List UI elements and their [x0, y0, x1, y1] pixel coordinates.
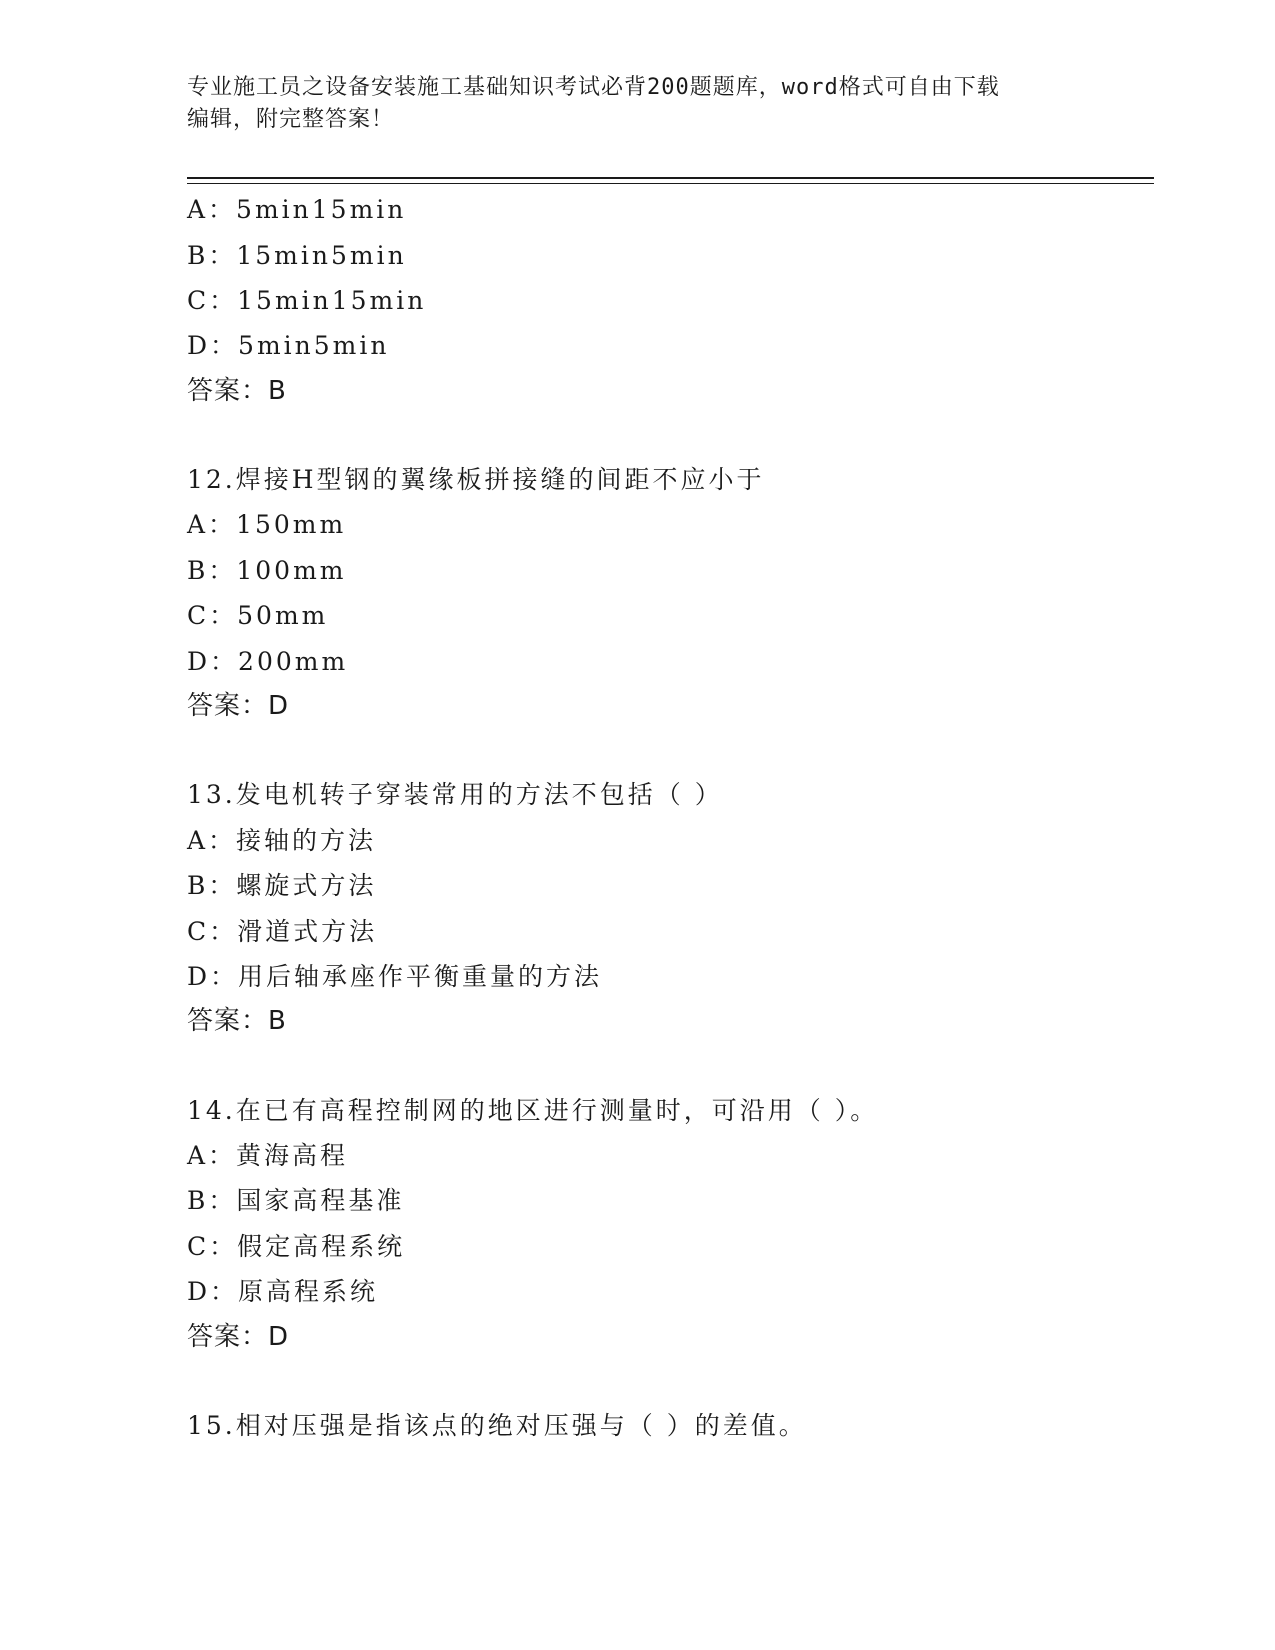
- q14-option-c: C：假定高程系统: [187, 1232, 406, 1261]
- q15-question: 15.相对压强是指该点的绝对压强与（ ）的差值。: [187, 1411, 807, 1440]
- q14-answer: 答案：D: [187, 1322, 290, 1352]
- q12-question: 12.焊接H型钢的翼缘板拼接缝的间距不应小于: [187, 465, 765, 494]
- q11-answer: 答案：B: [187, 376, 287, 406]
- q13-option-a: A：接轴的方法: [187, 826, 377, 855]
- q13-option-b: B：螺旋式方法: [187, 871, 377, 900]
- q11-option-b: B：15min5min: [187, 241, 407, 270]
- document-header: [187, 72, 1067, 136]
- q14-option-b: B：国家高程基准: [187, 1186, 405, 1215]
- q11-option-d: D：5min5min: [187, 331, 390, 360]
- q12-option-d: D：200mm: [187, 647, 349, 676]
- q14-option-d: D：原高程系统: [187, 1277, 379, 1306]
- q11-option-c: C：15min15min: [187, 286, 427, 315]
- q13-answer: 答案：B: [187, 1006, 287, 1036]
- q12-option-a: A：150mm: [187, 510, 347, 539]
- q13-option-d: D：用后轴承座作平衡重量的方法: [187, 962, 603, 991]
- q14-question: 14.在已有高程控制网的地区进行测量时，可沿用（ ）。: [187, 1096, 879, 1125]
- header-divider-thick: [187, 177, 1154, 179]
- q13-option-c: C：滑道式方法: [187, 917, 378, 946]
- q12-option-b: B：100mm: [187, 556, 347, 585]
- q12-option-c: C：50mm: [187, 601, 329, 630]
- q14-option-a: A：黄海高程: [187, 1141, 349, 1170]
- q13-question: 13.发电机转子穿装常用的方法不包括（ ）: [187, 780, 723, 809]
- header-title-line-2: 编辑，附完整答案！: [187, 107, 395, 132]
- header-divider-thin: [187, 183, 1154, 184]
- q12-answer: 答案：D: [187, 691, 290, 721]
- q11-option-a: A：5min15min: [187, 195, 407, 224]
- header-title-line-1: 专业施工员之设备安装施工基础知识考试必背200题题库，word格式可自由下载: [187, 75, 1000, 100]
